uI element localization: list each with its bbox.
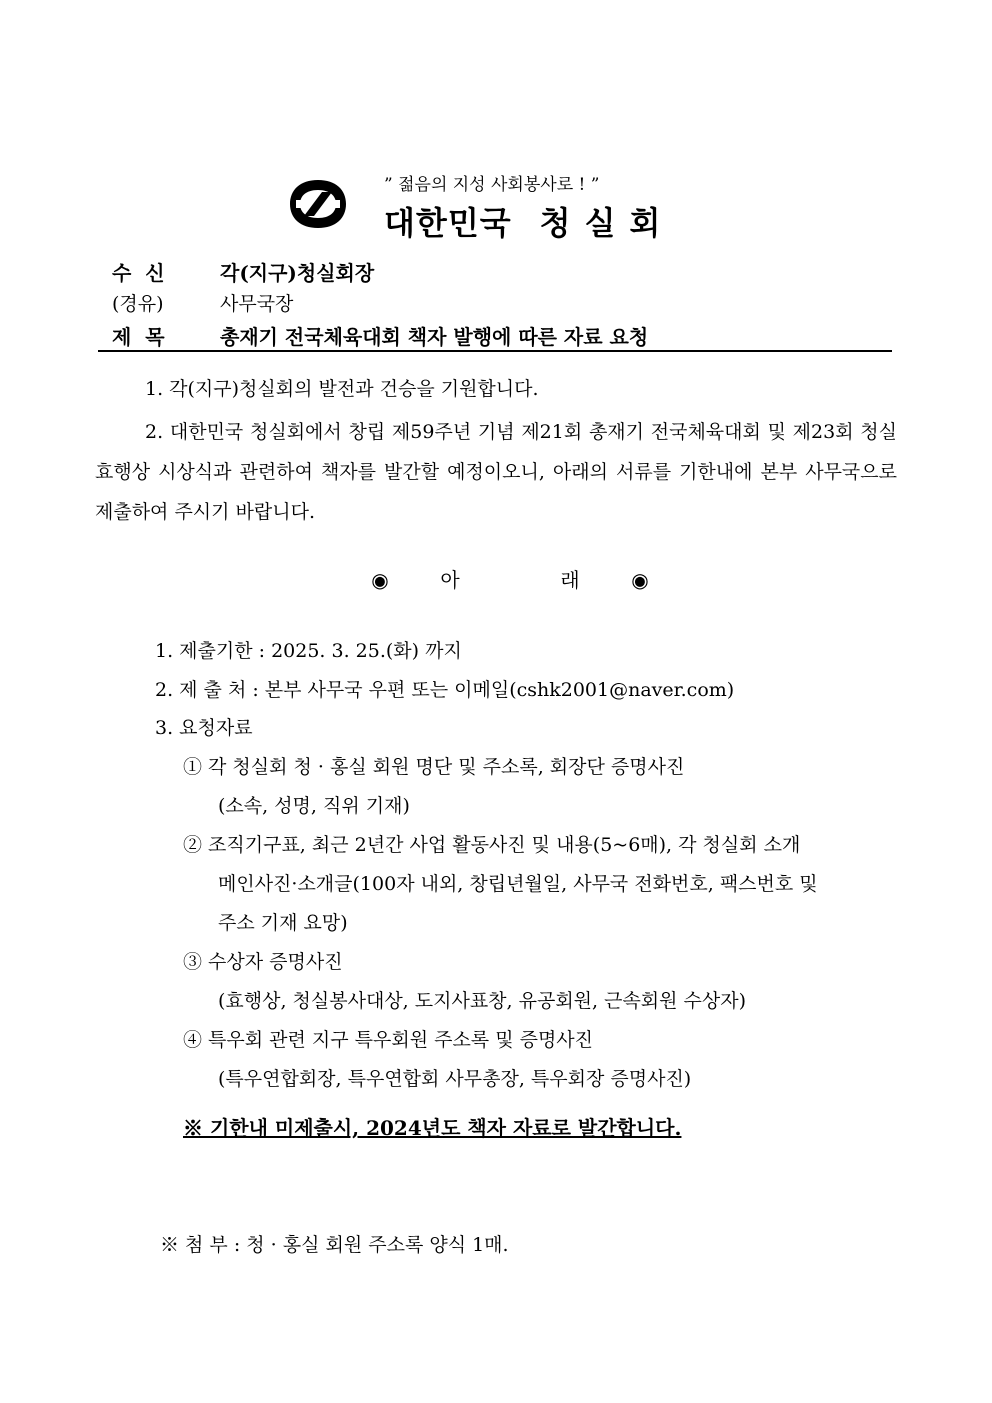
organization-name-part-b: 청실회: [539, 204, 675, 242]
notice-word-a: 아: [440, 568, 460, 592]
notice-word-b: 래: [560, 568, 580, 592]
sub-item-1: ① 각 청실회 청 · 홍실 회원 명단 및 주소록, 회장단 증명사진: [183, 756, 685, 778]
organization-name: [384, 198, 674, 244]
item-submit-to: 2. 제 출 처 : 본부 사무국 우편 또는 이메일(cshk2001@naver.com): [155, 679, 735, 701]
sub-item-1-detail: (소속, 성명, 직위 기재): [218, 795, 410, 817]
slogan: ” 젊음의 지성 사회봉사로 ! ”: [384, 175, 600, 195]
recipient-label: 수 신: [112, 261, 165, 285]
via-row: [112, 289, 293, 316]
paragraph-1: 1. 각(지구)청실회의 발전과 건승을 기원합니다.: [145, 378, 539, 400]
header-divider: [98, 350, 892, 352]
sub-item-2-detail-2: 주소 기재 요망): [218, 912, 348, 934]
sub-item-3: ③ 수상자 증명사진: [183, 951, 343, 973]
organization-name-part-a: 대한민국: [384, 204, 512, 242]
recipient-value: 각(지구)청실회장: [220, 261, 375, 285]
organization-logo-icon: [286, 176, 350, 232]
sub-item-4-detail: (특우연합회장, 특우연합회 사무총장, 특우회장 증명사진): [218, 1068, 692, 1090]
notice-bullet-right-icon: ◉: [631, 568, 649, 592]
via-value: 사무국장: [220, 293, 294, 315]
deadline-warning: ※ 기한내 미제출시, 2024년도 책자 자료로 발간합니다.: [183, 1116, 682, 1140]
item-requested: 3. 요청자료: [155, 717, 253, 739]
recipient-row: [112, 257, 374, 286]
subject-value: 총재기 전국체육대회 책자 발행에 따른 자료 요청: [220, 325, 649, 349]
sub-item-3-detail: (효행상, 청실봉사대상, 도지사표창, 유공회원, 근속회원 수상자): [218, 990, 747, 1012]
sub-item-2-detail-1: 메인사진·소개글(100자 내외, 창립년월일, 사무국 전화번호, 팩스번호 및: [218, 873, 818, 895]
paragraph-2: 2. 대한민국 청실회에서 창립 제59주년 기념 제21회 총재기 전국체육대회 및 제23회 청실효행상 시상식과 관련하여 책자를 발간할 예정이오니, 아래의 서류를 기한내에 본부 사무국으로 제출하여 주시기 바랍니다.: [95, 421, 897, 523]
subject-row: [112, 321, 648, 350]
via-label: (경유): [112, 293, 164, 315]
subject-label: 제 목: [112, 325, 165, 349]
notice-heading: [370, 564, 650, 593]
attachment-note: ※ 첨 부 : 청 · 홍실 회원 주소록 양식 1매.: [160, 1234, 509, 1256]
sub-item-4: ④ 특우회 관련 지구 특우회원 주소록 및 증명사진: [183, 1029, 594, 1051]
item-deadline: 1. 제출기한 : 2025. 3. 25.(화) 까지: [155, 640, 462, 662]
notice-bullet-left-icon: ◉: [371, 568, 389, 592]
sub-item-2: ② 조직기구표, 최근 2년간 사업 활동사진 및 내용(5~6매), 각 청실회 소개: [183, 834, 801, 856]
